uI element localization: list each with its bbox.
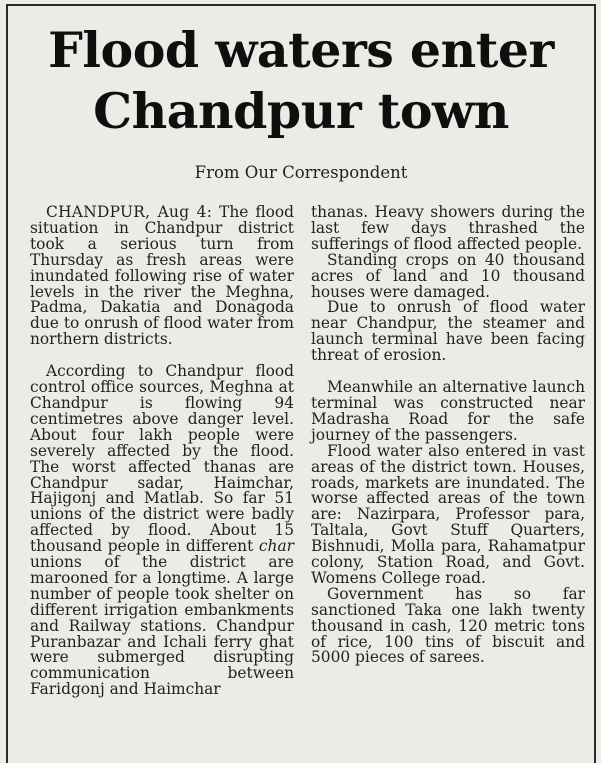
article-column-left bbox=[30, 205, 294, 698]
paragraph: Due to onrush of flood water near Chandpur, the steamer and launch terminal have been facing threat of erosion. bbox=[311, 298, 585, 365]
paragraph bbox=[30, 205, 294, 348]
paragraph-text: The flood situation in Chandpur district took a serious turn from Thursday as fresh areas were inundated following rise of water levels in the river the Meghna, Padma, Dakatia and Donagoda due to onrush of flood water from northern districts. bbox=[30, 203, 294, 349]
paragraph: thanas. Heavy showers during the last few days thrashed the sufferings of flood affected people. bbox=[311, 203, 585, 253]
italic-word: char bbox=[258, 537, 294, 556]
headline-line-2: Chandpur town bbox=[93, 82, 509, 140]
article-column-right bbox=[311, 205, 585, 666]
paragraph bbox=[30, 364, 294, 698]
paragraph: Government has so far sanctioned Taka one lakh twenty thousand in cash, 120 metric tons of rice, 100 tins of biscuit and 5000 pieces of sarees. bbox=[311, 584, 585, 667]
paragraph: Standing crops on 40 thousand acres of land and 10 thousand houses were damaged. bbox=[311, 250, 585, 301]
paragraph: Flood water also entered in vast areas of the district town. Houses, roads, markets are inundated. The worse affected areas of the town are: Nazirpara, Professor para, Taltala, Govt Stuff Quarters, Bishnudi, Molla para, Rahamatpur colony, Station Road, and Govt. Womens College road. bbox=[311, 441, 585, 587]
dateline: CHANDPUR, Aug 4: bbox=[46, 203, 213, 221]
headline-line-1: Flood waters enter bbox=[48, 21, 554, 79]
paragraph: Meanwhile an alternative launch terminal was constructed near Madrasha Road for the safe journey of the passengers. bbox=[311, 378, 585, 444]
byline: From Our Correspondent bbox=[194, 163, 408, 182]
paragraph-text: According to Chandpur flood control office sources, Meghna at Chandpur is flowing 94 centimetres above danger level. About four lakh people were severely affected by the flood. The worst affected thanas are Chandpur sadar, Haimchar, Hajigonj and Matlab. So far 51 unions of the district were badly affected by flood. About 15 thousand people in different bbox=[30, 362, 294, 556]
paragraph-text: unions of the district are marooned for a longtime. A large number of people took shelter on different irrigation embankments and Railway stations. Chandpur Puranbazar and Ichali ferry ghat were submerged disrupting communication between Faridgonj and Haimchar bbox=[30, 553, 294, 699]
headline bbox=[8, 20, 594, 142]
